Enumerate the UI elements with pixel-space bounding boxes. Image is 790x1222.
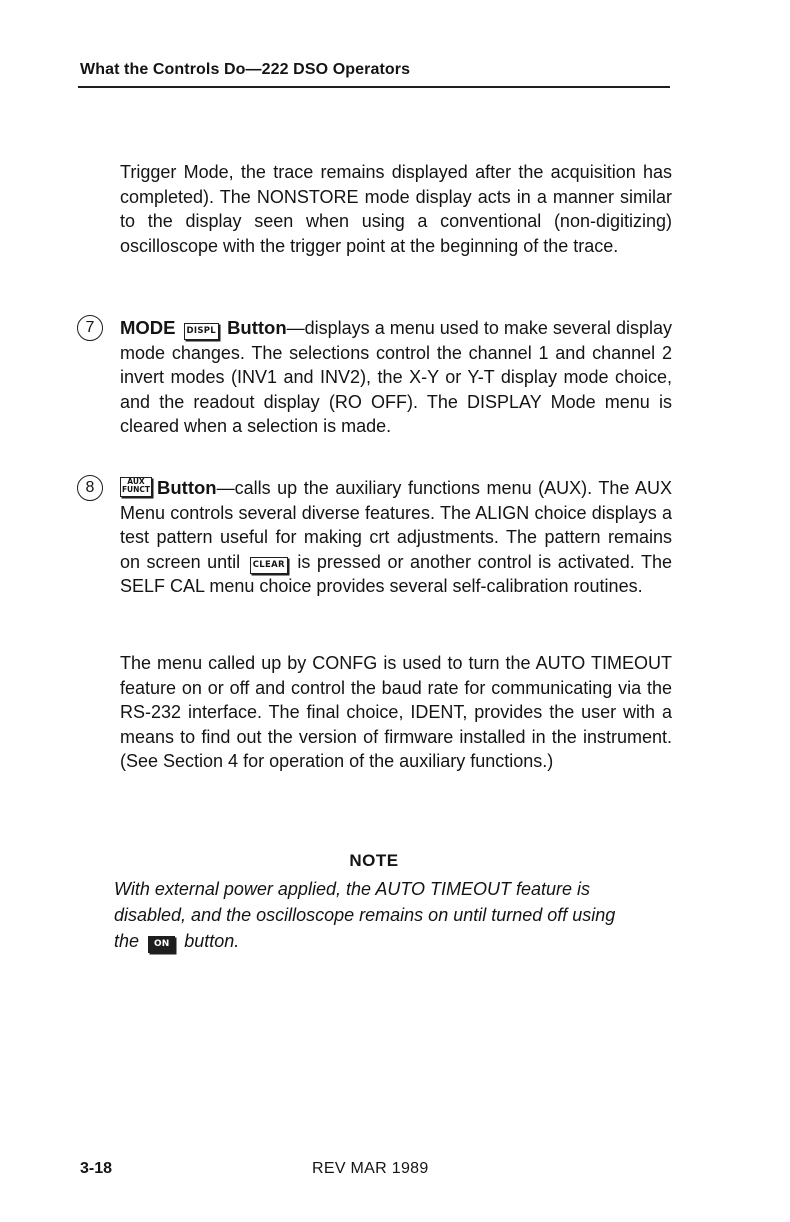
- aux-description-text-cont: is pressed or another control is activated. The SELF CAL menu choice provides several self-calibration routines.: [120, 551, 672, 596]
- running-head: What the Controls Do—222 DSO Operators: [80, 61, 411, 78]
- header-rule: [78, 86, 670, 88]
- display-key-icon: DISPL: [184, 323, 220, 340]
- revision-date: REV MAR 1989: [312, 1160, 429, 1177]
- mode-term: MODE: [120, 317, 176, 338]
- aux-key-label-top: AUX: [127, 477, 145, 486]
- aux-key-label-bottom: FUNCT: [121, 485, 151, 494]
- item-number-7: 7: [77, 315, 103, 341]
- on-key-icon: ON: [148, 936, 175, 953]
- note-text-after: button.: [184, 931, 240, 951]
- aux-button-term: Button: [157, 477, 217, 498]
- aux-description-text: —calls up the auxiliary functions menu (AUX). The AUX Menu controls several diverse features. The ALIGN choice displays a test pattern useful for making crt adjustments. The pattern remains on screen until: [120, 478, 672, 572]
- page-number: 3-18: [80, 1160, 113, 1177]
- mode-button-term: Button: [227, 317, 287, 338]
- aux-button-description: [120, 476, 672, 599]
- clear-key-icon: CLEAR: [250, 557, 288, 574]
- note-text: [114, 876, 644, 954]
- item-number-8: 8: [77, 475, 103, 501]
- note-heading: NOTE: [349, 851, 399, 870]
- mode-button-description: [120, 316, 672, 439]
- intro-paragraph: Trigger Mode, the trace remains displayed after the acquisition has completed). The NONSTORE mode display acts in a manner similar to the display seen when using a conventional (non-digitizing) oscilloscope with the trigger point at the beginning of the trace.: [120, 162, 672, 256]
- mode-description-text: —displays a menu used to make several display mode changes. The selections control the channel 1 and channel 2 invert modes (INV1 and INV2), the X-Y or Y-T display mode choice, and the readout display (RO OFF). The DISPLAY Mode menu is cleared when a selection is made.: [120, 318, 672, 436]
- aux-funct-key-icon: [120, 477, 152, 497]
- note-text-before: With external power applied, the AUTO TIMEOUT feature is disabled, and the oscilloscope remains on until turned off using the: [114, 879, 616, 951]
- confg-menu-paragraph: The menu called up by CONFG is used to turn the AUTO TIMEOUT feature on or off and control the baud rate for communicating via the RS-232 interface. The final choice, IDENT, provides the user with a means to find out the version of firmware installed in the instrument. (See Section 4 for operation of the auxiliary functions.): [120, 653, 672, 771]
